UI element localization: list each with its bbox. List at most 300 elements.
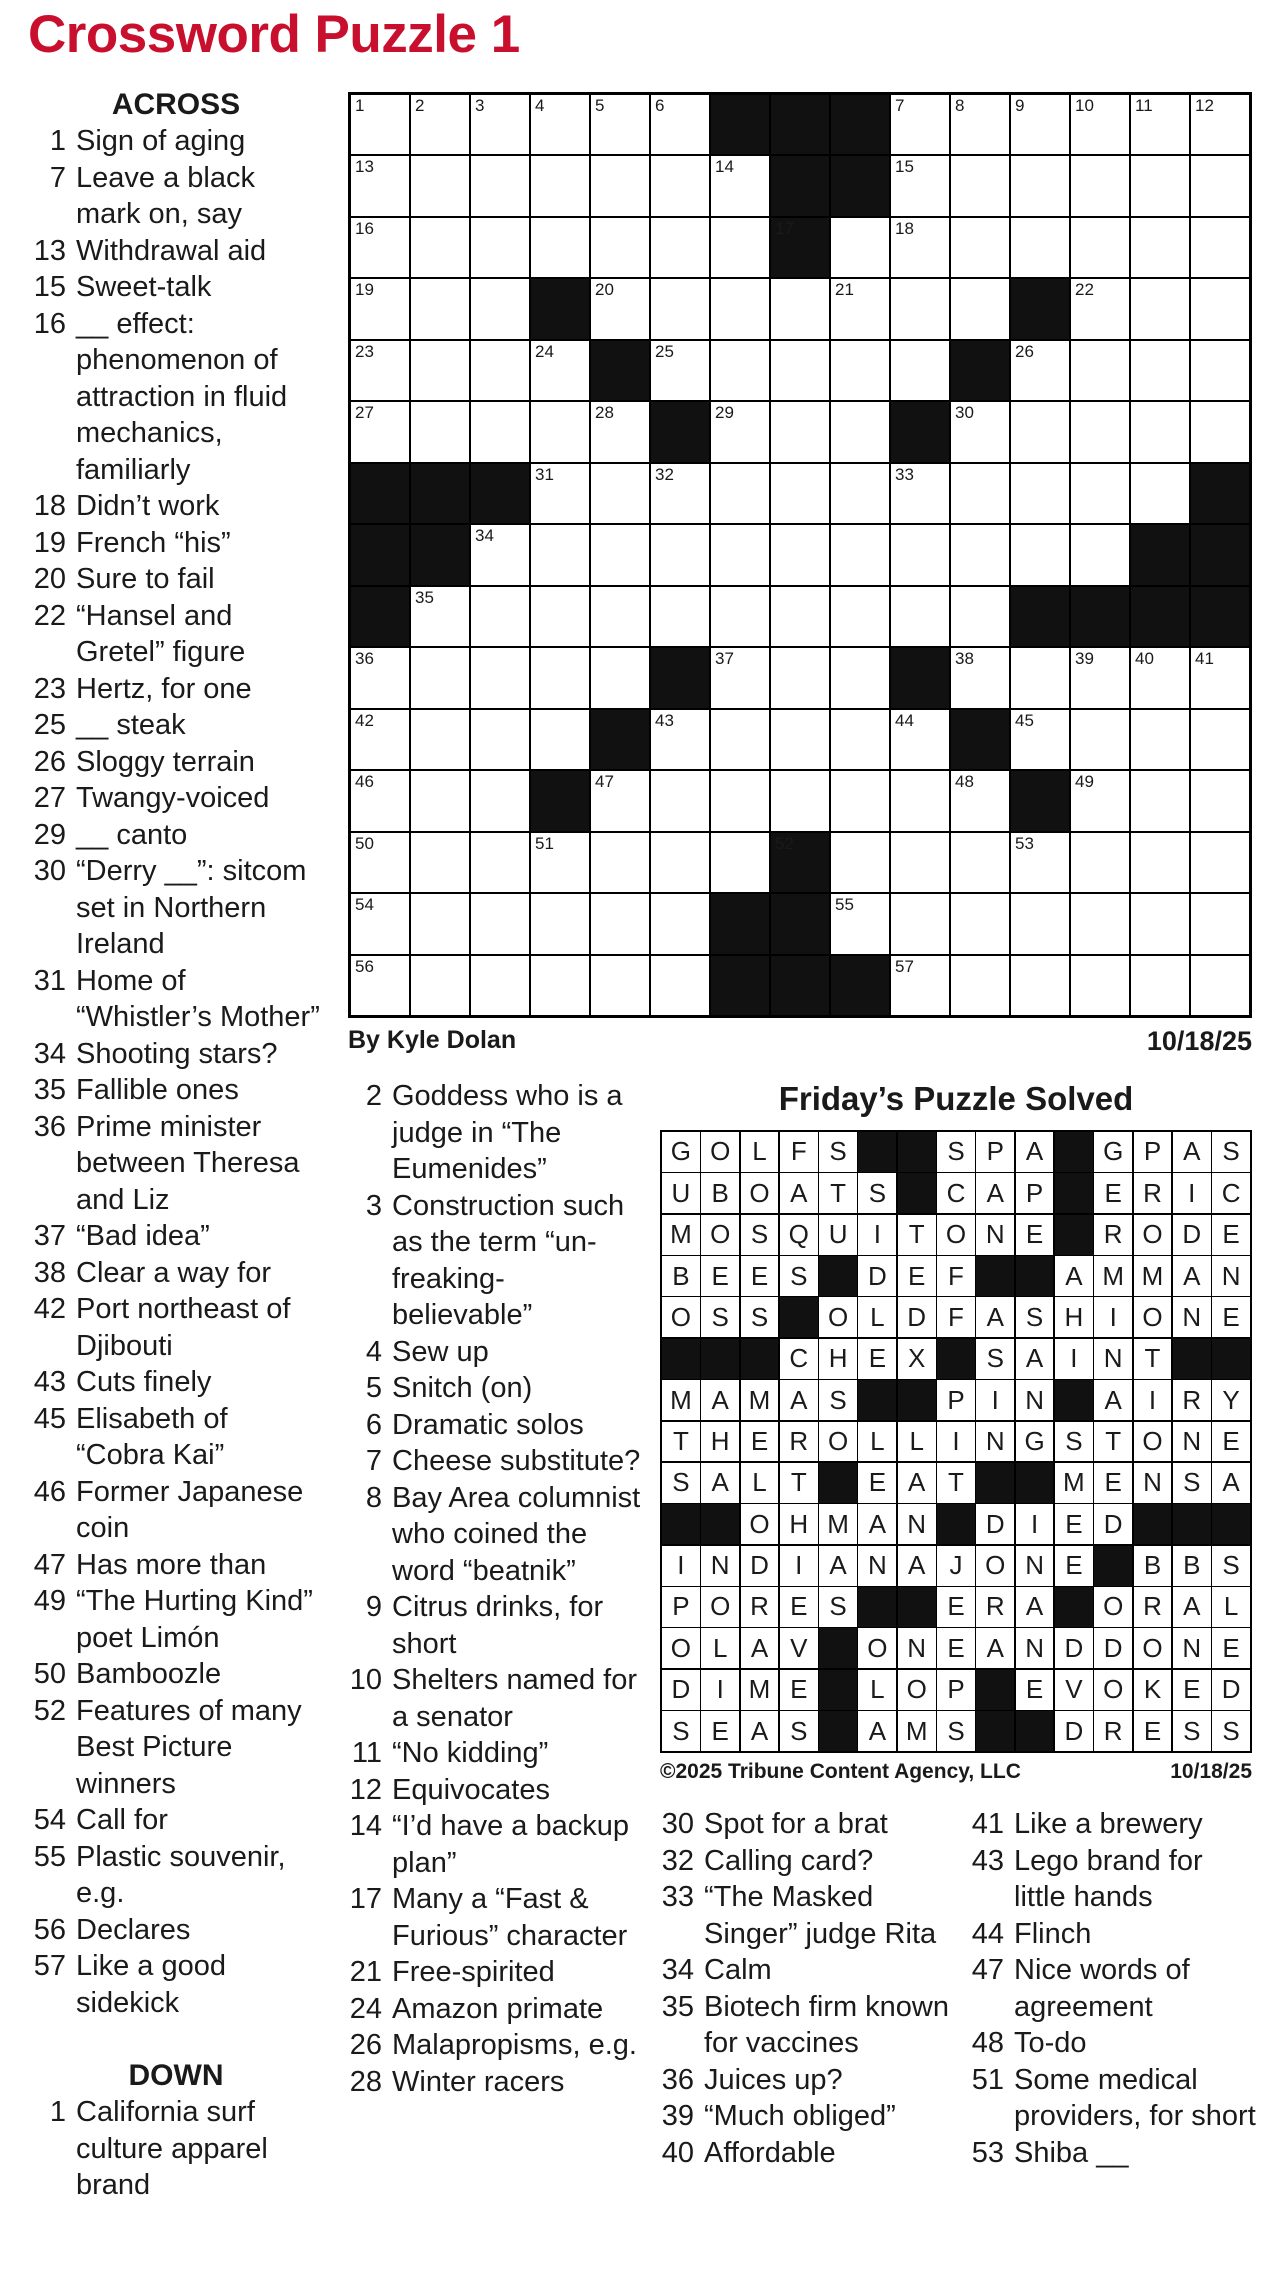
solution-letter: A	[976, 1297, 1014, 1337]
grid-cell[interactable]	[1011, 218, 1069, 277]
clue-text: Fallible ones	[76, 1074, 239, 1106]
grid-cell[interactable]	[471, 894, 529, 953]
grid-cell[interactable]	[831, 525, 889, 584]
clue-number: 18	[33, 490, 66, 522]
grid-cell[interactable]	[951, 833, 1009, 892]
grid-cell[interactable]	[651, 956, 709, 1015]
grid-cell[interactable]	[711, 156, 769, 215]
grid-cell[interactable]	[1131, 218, 1189, 277]
grid-cell[interactable]	[651, 341, 709, 400]
grid-cell[interactable]	[951, 587, 1009, 646]
grid-cell[interactable]	[651, 587, 709, 646]
grid-cell[interactable]	[531, 710, 589, 769]
clue-text: Elisabeth of “Cobra Kai”	[76, 1402, 228, 1471]
grid-cell[interactable]	[891, 833, 949, 892]
clue-number: 1	[49, 2096, 66, 2128]
clue-text: Affordable	[704, 2136, 836, 2169]
grid-cell[interactable]	[531, 95, 589, 154]
solution-letter: E	[858, 1463, 896, 1503]
grid-cell[interactable]	[1011, 402, 1069, 461]
clue-number: 1	[49, 125, 66, 157]
grid-cell[interactable]	[1071, 833, 1129, 892]
grid-cell[interactable]	[471, 525, 529, 584]
grid-cell[interactable]	[711, 525, 769, 584]
clue-number: 9	[365, 1591, 382, 1623]
grid-cell[interactable]	[951, 156, 1009, 215]
clue-number: 20	[33, 563, 66, 595]
grid-cell[interactable]	[1131, 648, 1189, 707]
grid-cell[interactable]	[771, 464, 829, 523]
grid-cell[interactable]	[771, 648, 829, 707]
grid-cell[interactable]	[411, 95, 469, 154]
clue-text: Snitch (on)	[392, 1372, 533, 1404]
grid-cell[interactable]	[1191, 648, 1249, 707]
clue-item	[28, 1291, 324, 1364]
clue-text: __ steak	[76, 709, 186, 741]
grid-cell[interactable]	[651, 710, 709, 769]
grid-cell[interactable]	[591, 95, 649, 154]
grid-cell[interactable]	[951, 956, 1009, 1015]
cell-number: 33	[895, 464, 914, 484]
puzzle-date: 10/18/25	[1146, 1026, 1252, 1056]
solution-letter: I	[858, 1215, 896, 1255]
black-square	[1191, 525, 1249, 584]
grid-cell[interactable]	[1131, 894, 1189, 953]
grid-cell[interactable]	[951, 95, 1009, 154]
grid-cell[interactable]	[411, 648, 469, 707]
grid-cell[interactable]	[771, 402, 829, 461]
solution-letter: B	[1134, 1546, 1172, 1586]
clue-item	[28, 1583, 324, 1656]
grid-cell[interactable]	[411, 218, 469, 277]
clue-text: Home of “Whistler’s Mother”	[76, 964, 320, 1033]
clue-item	[28, 1839, 324, 1912]
clue-number: 35	[33, 1074, 66, 1106]
clue-item	[344, 1370, 644, 1407]
grid-cell[interactable]	[891, 710, 949, 769]
grid-cell[interactable]	[951, 771, 1009, 830]
grid-cell[interactable]	[531, 218, 589, 277]
grid-cell[interactable]	[531, 587, 589, 646]
grid-cell[interactable]	[351, 833, 409, 892]
grid-cell[interactable]	[471, 95, 529, 154]
black-square	[771, 833, 829, 892]
grid-cell[interactable]	[1011, 95, 1069, 154]
solution-letter: L	[701, 1628, 739, 1668]
grid-cell[interactable]	[771, 771, 829, 830]
solution-letter: O	[898, 1670, 936, 1710]
grid-cell[interactable]	[951, 894, 1009, 953]
grid-cell[interactable]	[1071, 218, 1129, 277]
grid-cell[interactable]	[471, 218, 529, 277]
grid-cell[interactable]	[471, 587, 529, 646]
solution-letter: D	[1055, 1628, 1093, 1668]
black-square	[771, 894, 829, 953]
grid-cell[interactable]	[1011, 525, 1069, 584]
black-square	[1131, 525, 1189, 584]
solution-black-square	[819, 1463, 857, 1503]
grid-cell[interactable]	[771, 587, 829, 646]
cell-number: 32	[655, 464, 674, 484]
grid-cell[interactable]	[351, 156, 409, 215]
grid-cell[interactable]	[651, 771, 709, 830]
grid-cell[interactable]	[651, 279, 709, 338]
grid-cell[interactable]	[411, 341, 469, 400]
grid-cell[interactable]	[351, 648, 409, 707]
grid-cell[interactable]	[651, 218, 709, 277]
grid-cell[interactable]	[1011, 833, 1069, 892]
clue-item	[966, 1843, 1256, 1916]
grid-cell[interactable]	[1191, 402, 1249, 461]
solution-letter: A	[858, 1711, 896, 1751]
solution-black-square	[976, 1256, 1014, 1296]
grid-cell[interactable]	[471, 956, 529, 1015]
grid-cell[interactable]	[1131, 771, 1189, 830]
solution-letter: E	[1173, 1670, 1211, 1710]
black-square	[771, 956, 829, 1015]
grid-cell[interactable]	[1011, 894, 1069, 953]
grid-cell[interactable]	[831, 710, 889, 769]
grid-cell[interactable]	[951, 402, 1009, 461]
grid-cell[interactable]	[1071, 402, 1129, 461]
grid-cell[interactable]	[591, 218, 649, 277]
solution-letter: I	[662, 1546, 700, 1586]
grid-cell[interactable]	[411, 587, 469, 646]
grid-cell[interactable]	[771, 341, 829, 400]
grid-cell[interactable]	[891, 464, 949, 523]
grid-cell[interactable]	[891, 341, 949, 400]
grid-cell[interactable]	[891, 894, 949, 953]
solution-letter: K	[1134, 1670, 1172, 1710]
solution-letter: L	[898, 1422, 936, 1462]
grid-cell[interactable]	[1011, 464, 1069, 523]
grid-cell[interactable]	[591, 525, 649, 584]
grid-cell[interactable]	[891, 771, 949, 830]
black-square	[1131, 587, 1189, 646]
cell-number: 57	[895, 956, 914, 976]
grid-cell[interactable]	[771, 279, 829, 338]
grid-cell[interactable]	[951, 525, 1009, 584]
clue-number: 50	[33, 1658, 66, 1690]
grid-cell[interactable]	[1071, 464, 1129, 523]
cell-number: 42	[355, 710, 374, 730]
grid-cell[interactable]	[711, 279, 769, 338]
grid-cell[interactable]	[1011, 956, 1069, 1015]
grid-cell[interactable]	[891, 95, 949, 154]
grid-cell[interactable]	[1191, 156, 1249, 215]
grid-cell[interactable]	[531, 156, 589, 215]
solution-letter: S	[662, 1463, 700, 1503]
grid-cell[interactable]	[1071, 156, 1129, 215]
grid-cell[interactable]	[1191, 833, 1249, 892]
grid-cell[interactable]	[471, 156, 529, 215]
solution-black-square	[819, 1628, 857, 1668]
grid-cell[interactable]	[591, 833, 649, 892]
grid-cell[interactable]	[1191, 710, 1249, 769]
grid-cell[interactable]	[891, 525, 949, 584]
grid-cell[interactable]	[411, 402, 469, 461]
grid-cell[interactable]	[1191, 894, 1249, 953]
grid-cell[interactable]	[531, 648, 589, 707]
grid-cell[interactable]	[831, 587, 889, 646]
grid-cell[interactable]	[591, 464, 649, 523]
grid-cell[interactable]	[1071, 894, 1129, 953]
solution-letter: O	[1094, 1587, 1132, 1627]
solution-letter: S	[780, 1711, 818, 1751]
clue-text: Winter racers	[392, 2065, 565, 2098]
grid-cell[interactable]	[651, 464, 709, 523]
grid-cell[interactable]	[651, 525, 709, 584]
solution-letter: O	[701, 1132, 739, 1172]
clue-number: 38	[33, 1256, 66, 1289]
grid-cell[interactable]	[1071, 95, 1129, 154]
grid-cell[interactable]	[411, 894, 469, 953]
grid-cell[interactable]	[351, 218, 409, 277]
grid-cell[interactable]	[411, 156, 469, 215]
grid-cell[interactable]	[891, 587, 949, 646]
grid-cell[interactable]	[771, 710, 829, 769]
clue-item	[28, 1948, 324, 2021]
grid-cell[interactable]	[1011, 648, 1069, 707]
grid-cell[interactable]	[651, 833, 709, 892]
grid-cell[interactable]	[891, 956, 949, 1015]
grid-cell[interactable]	[1131, 156, 1189, 215]
grid-cell[interactable]	[831, 894, 889, 953]
cell-number: 17	[775, 218, 794, 238]
grid-cell[interactable]	[471, 833, 529, 892]
grid-cell[interactable]	[711, 218, 769, 277]
solution-letter: J	[937, 1546, 975, 1586]
solution-letter: E	[1016, 1670, 1054, 1710]
solution-letter: H	[819, 1339, 857, 1379]
grid-cell[interactable]	[351, 95, 409, 154]
grid-cell[interactable]	[1191, 95, 1249, 154]
clue-number: 44	[971, 1917, 1004, 1950]
grid-cell[interactable]	[531, 833, 589, 892]
grid-cell[interactable]	[351, 279, 409, 338]
solution-letter: N	[1016, 1546, 1054, 1586]
grid-cell[interactable]	[711, 464, 769, 523]
grid-cell[interactable]	[831, 833, 889, 892]
grid-cell[interactable]	[951, 648, 1009, 707]
solution-letter: M	[741, 1380, 779, 1420]
grid-cell[interactable]	[831, 341, 889, 400]
grid-cell[interactable]	[771, 525, 829, 584]
clue-text: Sure to fail	[76, 563, 215, 595]
solution-letter: B	[1173, 1546, 1211, 1586]
grid-cell[interactable]	[891, 156, 949, 215]
grid-cell[interactable]	[411, 771, 469, 830]
grid-cell[interactable]	[1071, 956, 1129, 1015]
grid-cell[interactable]	[1191, 341, 1249, 400]
grid-cell[interactable]	[1131, 341, 1189, 400]
grid-cell[interactable]	[411, 956, 469, 1015]
solution-letter: T	[819, 1173, 857, 1213]
grid-cell[interactable]	[831, 279, 889, 338]
grid-cell[interactable]	[591, 279, 649, 338]
grid-cell[interactable]	[591, 894, 649, 953]
grid-cell[interactable]	[1071, 771, 1129, 830]
grid-cell[interactable]	[591, 648, 649, 707]
grid-cell[interactable]	[831, 771, 889, 830]
grid-cell[interactable]	[471, 771, 529, 830]
solution-letter: P	[937, 1670, 975, 1710]
clue-text: Bay Area columnist who coined the word “beatnik”	[392, 1481, 641, 1587]
grid-cell[interactable]	[1131, 710, 1189, 769]
down-clues-col4	[966, 1806, 1256, 2171]
clue-number: 42	[33, 1293, 66, 1325]
grid-cell[interactable]	[471, 710, 529, 769]
grid-cell[interactable]	[411, 833, 469, 892]
grid-cell[interactable]	[1191, 279, 1249, 338]
clue-text: Call for	[76, 1804, 168, 1836]
grid-cell[interactable]	[651, 156, 709, 215]
solution-letter: R	[1094, 1215, 1132, 1255]
grid-cell[interactable]	[1131, 279, 1189, 338]
clue-item	[656, 1843, 956, 1880]
down-heading: DOWN	[128, 2059, 224, 2092]
clue-item	[28, 817, 324, 854]
grid-cell[interactable]	[831, 218, 889, 277]
grid-cell[interactable]	[1071, 710, 1129, 769]
clue-text: Leave a black mark on, say	[76, 161, 255, 230]
solution-letter: T	[1134, 1339, 1172, 1379]
solution-letter: T	[1094, 1422, 1132, 1462]
cell-number: 16	[355, 218, 374, 238]
grid-cell[interactable]	[1191, 218, 1249, 277]
grid-cell[interactable]	[591, 156, 649, 215]
grid-cell[interactable]	[1131, 956, 1189, 1015]
grid-cell[interactable]	[831, 464, 889, 523]
grid-cell[interactable]	[951, 279, 1009, 338]
grid-cell[interactable]	[891, 279, 949, 338]
clue-number: 40	[661, 2136, 694, 2169]
grid-cell[interactable]	[591, 402, 649, 461]
grid-cell[interactable]	[711, 402, 769, 461]
grid-cell[interactable]	[591, 956, 649, 1015]
grid-cell[interactable]	[531, 402, 589, 461]
grid-cell[interactable]	[711, 341, 769, 400]
grid-cell[interactable]	[651, 894, 709, 953]
cell-number: 49	[1075, 772, 1094, 792]
grid-cell[interactable]	[831, 402, 889, 461]
solution-letter: S	[858, 1173, 896, 1213]
solution-letter: S	[976, 1339, 1014, 1379]
clue-number: 30	[33, 855, 66, 887]
grid-cell[interactable]	[1191, 771, 1249, 830]
grid-cell[interactable]	[831, 648, 889, 707]
solution-letter: H	[701, 1422, 739, 1462]
grid-cell[interactable]	[1011, 710, 1069, 769]
solution-letter: V	[1055, 1670, 1093, 1710]
clue-number: 53	[971, 2136, 1004, 2169]
black-square	[471, 464, 529, 523]
grid-cell[interactable]	[711, 587, 769, 646]
grid-cell[interactable]	[531, 341, 589, 400]
grid-cell[interactable]	[1131, 95, 1189, 154]
clue-number: 55	[33, 1840, 66, 1873]
grid-cell[interactable]	[351, 710, 409, 769]
grid-cell[interactable]	[951, 464, 1009, 523]
grid-cell[interactable]	[351, 771, 409, 830]
grid-cell[interactable]	[651, 95, 709, 154]
grid-cell[interactable]	[471, 341, 529, 400]
grid-cell[interactable]	[891, 218, 949, 277]
grid-cell[interactable]	[711, 833, 769, 892]
grid-cell[interactable]	[351, 956, 409, 1015]
grid-cell[interactable]	[531, 956, 589, 1015]
grid-cell[interactable]	[951, 218, 1009, 277]
solution-letter: O	[701, 1587, 739, 1627]
solution-letter: N	[1173, 1297, 1211, 1337]
solution-letter: L	[741, 1132, 779, 1172]
solution-letter: N	[976, 1422, 1014, 1462]
grid-cell[interactable]	[1071, 341, 1129, 400]
grid-cell[interactable]	[711, 710, 769, 769]
solution-letter: X	[898, 1339, 936, 1379]
grid-cell[interactable]	[591, 771, 649, 830]
clue-text: Dramatic solos	[392, 1408, 584, 1441]
grid-cell[interactable]	[531, 894, 589, 953]
clue-item	[28, 598, 324, 671]
crossword-grid[interactable]	[348, 92, 1252, 1018]
clue-text: “The Masked Singer” judge Rita	[704, 1881, 937, 1950]
grid-cell[interactable]	[1131, 833, 1189, 892]
solution-letter: A	[701, 1463, 739, 1503]
grid-cell[interactable]	[1011, 156, 1069, 215]
grid-cell[interactable]	[1071, 279, 1129, 338]
solution-letter: E	[1212, 1297, 1250, 1337]
clue-text: Equivocates	[392, 1773, 550, 1806]
grid-cell[interactable]	[591, 587, 649, 646]
grid-cell[interactable]	[1011, 341, 1069, 400]
grid-cell[interactable]	[711, 648, 769, 707]
clue-text: Lego brand for little hands	[1014, 1844, 1203, 1913]
grid-cell[interactable]	[471, 648, 529, 707]
clue-item	[966, 2062, 1256, 2135]
grid-cell[interactable]	[1071, 525, 1129, 584]
clue-text: Nice words of agreement	[1014, 1954, 1190, 2023]
grid-cell[interactable]	[531, 464, 589, 523]
solution-letter: A	[1173, 1587, 1211, 1627]
cell-number: 43	[655, 710, 674, 730]
grid-cell[interactable]	[351, 894, 409, 953]
clue-number: 47	[971, 1954, 1004, 1986]
solution-black-square	[858, 1587, 896, 1627]
black-square	[771, 218, 829, 277]
grid-cell[interactable]	[1191, 956, 1249, 1015]
grid-cell[interactable]	[1131, 402, 1189, 461]
clue-item	[28, 1364, 324, 1401]
grid-cell[interactable]	[1071, 648, 1129, 707]
grid-cell[interactable]	[351, 341, 409, 400]
grid-cell[interactable]	[471, 402, 529, 461]
grid-cell[interactable]	[411, 279, 469, 338]
grid-cell[interactable]	[1131, 464, 1189, 523]
solution-letter: S	[819, 1132, 857, 1172]
grid-cell[interactable]	[351, 402, 409, 461]
solution-letter: L	[858, 1422, 896, 1462]
solution-letter: O	[701, 1215, 739, 1255]
solution-letter: E	[780, 1670, 818, 1710]
grid-cell[interactable]	[471, 279, 529, 338]
clue-number: 5	[365, 1372, 382, 1404]
grid-cell[interactable]	[531, 525, 589, 584]
grid-cell[interactable]	[411, 710, 469, 769]
across-heading: ACROSS	[111, 88, 241, 121]
solution-black-square	[1212, 1504, 1250, 1544]
grid-cell[interactable]	[711, 771, 769, 830]
